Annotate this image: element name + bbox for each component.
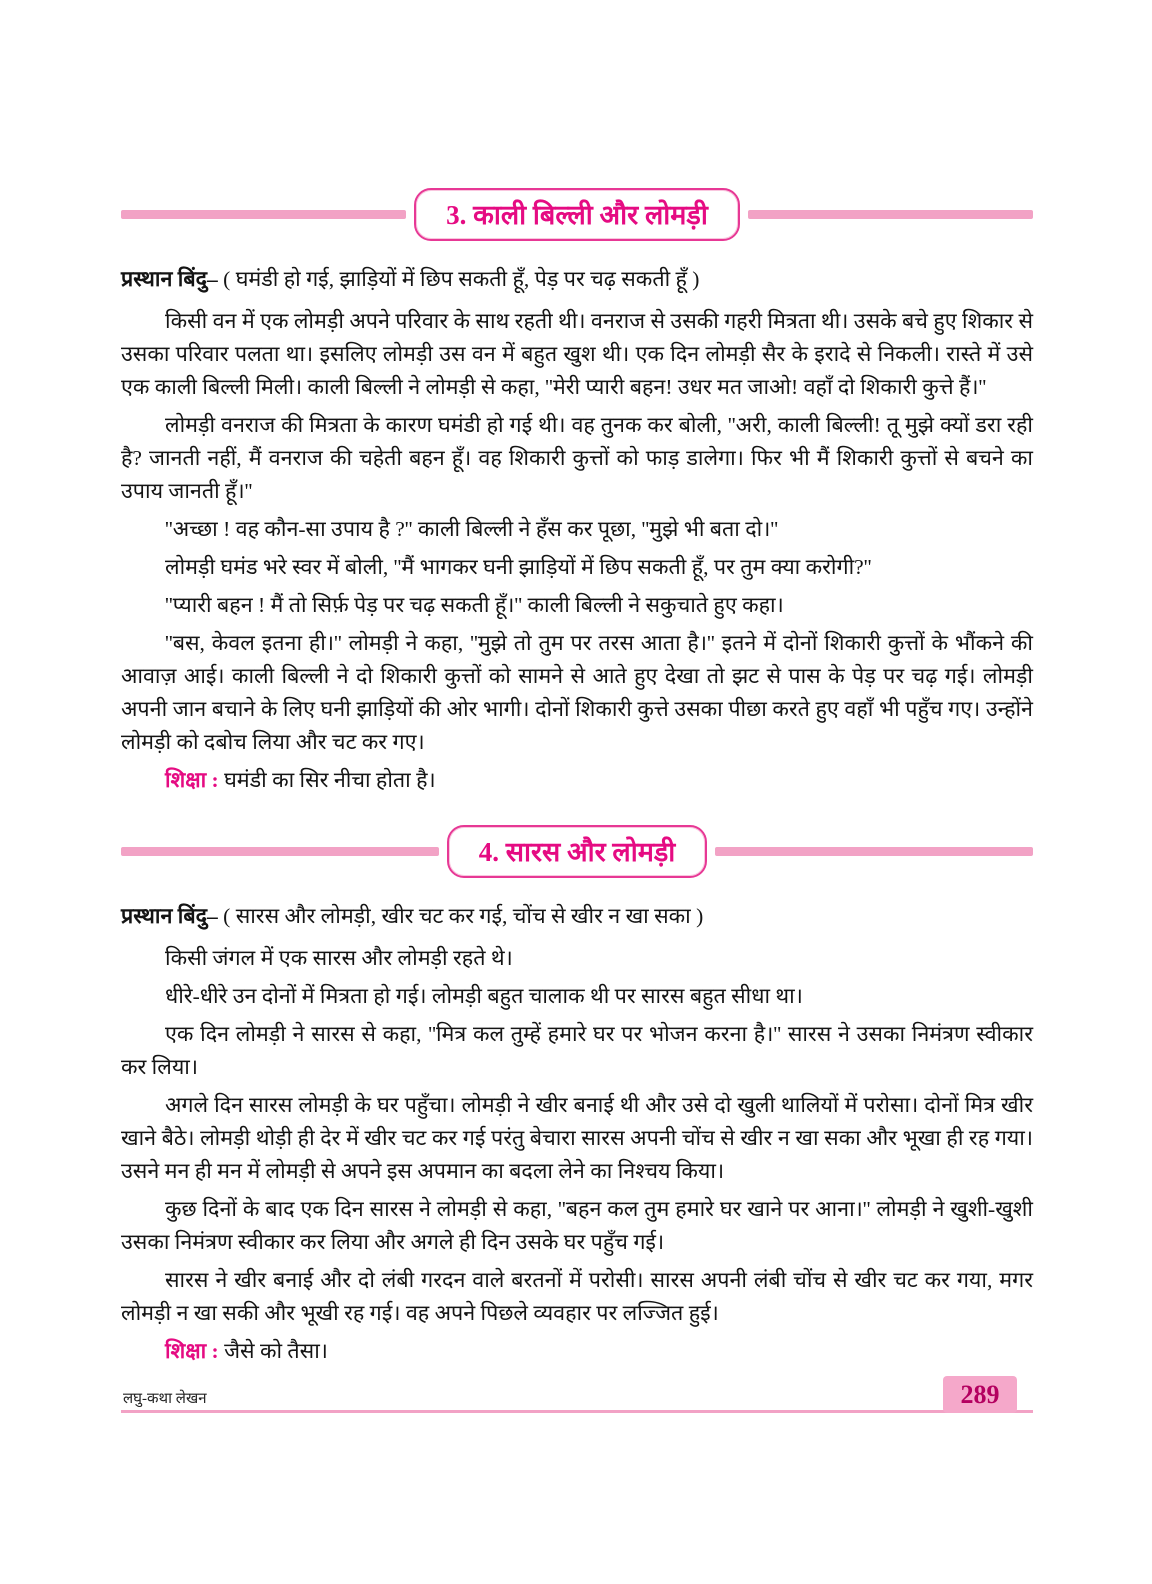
banner-left-bar [121,847,439,856]
story1-paragraph: लोमड़ी वनराज की मित्रता के कारण घमंडी हो गई थी। वह तुनक कर बोली, ''अरी, काली बिल्ली! तू मुझे क्यों डरा रही है? जानती नहीं, मैं वनराज की चहेती बहन हूँ। वह शिकारी कुत्तों को फाड़ डालेगा। फिर भी मैं शिकारी कुत्तों से बचने का उपाय जानती हूँ।'' [121,413,1033,503]
banner-right-bar [748,210,1033,219]
story1-moral [121,764,1033,797]
story1-paragraph: लोमड़ी घमंड भरे स्वर में बोली, ''मैं भागकर घनी झाड़ियों में छिप सकती हूँ, पर तुम क्या करोगी?'' [165,555,872,579]
banner-left-bar [121,210,406,219]
story2-paragraph: किसी जंगल में एक सारस और लोमड़ी रहते थे। [165,946,513,970]
story1-prompt [121,263,1033,296]
story1-paragraph: ''प्यारी बहन ! मैं तो सिर्फ़ पेड़ पर चढ़ सकती हूँ।'' काली बिल्ली ने सकुचाते हुए कहा। [165,593,784,617]
story1-moral-text: घमंडी का सिर नीचा होता है। [224,768,436,792]
story2-title: 4. सारस और लोमड़ी [447,825,708,878]
story2-moral-text: जैसे को तैसा। [224,1339,328,1363]
story1-paragraph: ''अच्छा ! वह कौन-सा उपाय है ?'' काली बिल्ली ने हँस कर पूछा, ''मुझे भी बता दो।'' [165,517,779,541]
story2-moral-label: शिक्षा : [165,1339,219,1363]
banner-right-bar [715,847,1033,856]
story2-title-banner [121,825,1033,878]
story2-prompt [121,900,1033,933]
story2-paragraph: कुछ दिनों के बाद एक दिन सारस ने लोमड़ी से कहा, ''बहन कल तुम हमारे घर खाने पर आना।'' लोमड़ी ने खुशी-खुशी उसका निमंत्रण स्वीकार कर लिया और अगले ही दिन उसके घर पहुँच गई। [121,1197,1033,1254]
story1-title-banner [121,188,1033,241]
page-content [121,188,1033,1374]
story1-title: 3. काली बिल्ली और लोमड़ी [414,188,740,241]
story2-prompt-text: ( सारस और लोमड़ी, खीर चट कर गई, चोंच से खीर न खा सका ) [223,904,704,928]
footer-rule [121,1410,1033,1413]
story2-paragraph: एक दिन लोमड़ी ने सारस से कहा, ''मित्र कल तुम्हें हमारे घर पर भोजन करना है।'' सारस ने उसका निमंत्रण स्वीकार कर लिया। [121,1022,1033,1079]
story1-prompt-label: प्रस्थान बिंदु– [121,267,218,291]
story2-paragraph: धीरे-धीरे उन दोनों में मित्रता हो गई। लोमड़ी बहुत चालाक थी पर सारस बहुत सीधा था। [165,984,803,1008]
story2-prompt-label: प्रस्थान बिंदु– [121,904,218,928]
story1-prompt-text: ( घमंडी हो गई, झाड़ियों में छिप सकती हूँ, पेड़ पर चढ़ सकती हूँ ) [223,267,700,291]
page-number-badge: 289 [943,1376,1017,1413]
footer-section-title: लघु-कथा लेखन [123,1391,207,1407]
page-footer [121,1376,1033,1416]
story1-moral-label: शिक्षा : [165,768,219,792]
story1-paragraph: ''बस, केवल इतना ही।'' लोमड़ी ने कहा, ''मुझे तो तुम पर तरस आता है।'' इतने में दोनों शिकारी कुत्तों के भौंकने की आवाज़ आई। काली बिल्ली ने दो शिकारी कुत्तों को सामने से आते हुए देखा तो झट से पास के पेड़ पर चढ़ गई। लोमड़ी अपनी जान बचाने के लिए घनी झाड़ियों की ओर भागी। दोनों शिकारी कुत्ते उसका पीछा करते हुए वहाँ भी पहुँच गए। उन्होंने लोमड़ी को दबोच लिया और चट कर गए। [121,631,1033,754]
story2-paragraph: सारस ने खीर बनाई और दो लंबी गरदन वाले बरतनों में परोसी। सारस अपनी लंबी चोंच से खीर चट कर गया, मगर लोमड़ी न खा सकी और भूखी रह गई। वह अपने पिछले व्यवहार पर लज्जित हुई। [121,1268,1033,1325]
story2-paragraph: अगले दिन सारस लोमड़ी के घर पहुँचा। लोमड़ी ने खीर बनाई थी और उसे दो खुली थालियों में परोसा। दोनों मित्र खीर खाने बैठे। लोमड़ी थोड़ी ही देर में खीर चट कर गई परंतु बेचारा सारस अपनी चोंच से खीर न खा सका और भूखा ही रह गया। उसने मन ही मन में लोमड़ी से अपने इस अपमान का बदला लेने का निश्चय किया। [121,1093,1033,1183]
story1-paragraph: किसी वन में एक लोमड़ी अपने परिवार के साथ रहती थी। वनराज से उसकी गहरी मित्रता थी। उसके बचे हुए शिकार से उसका परिवार पलता था। इसलिए लोमड़ी उस वन में बहुत खुश थी। एक दिन लोमड़ी सैर के इरादे से निकली। रास्ते में उसे एक काली बिल्ली मिली। काली बिल्ली ने लोमड़ी से कहा, ''मेरी प्यारी बहन! उधर मत जाओ! वहाँ दो शिकारी कुत्ते हैं।'' [121,309,1033,399]
story2-moral [121,1335,1033,1368]
